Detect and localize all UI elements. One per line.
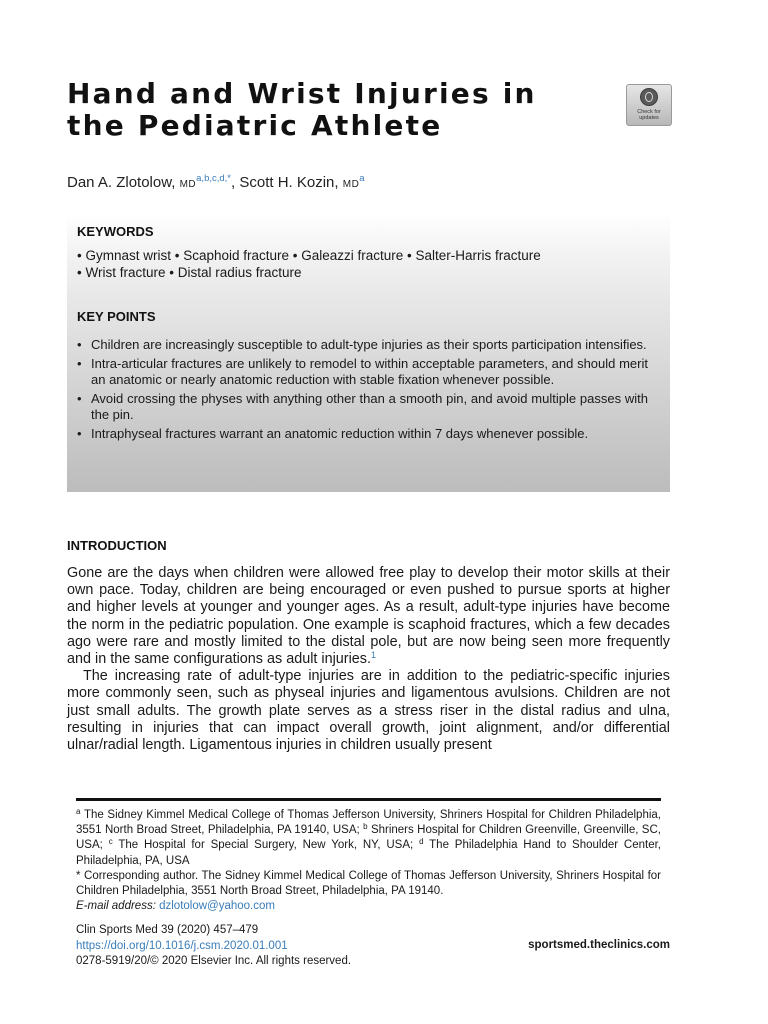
keywords-line-1: • Gymnast wrist • Scaphoid fracture • Galeazzi fracture • Salter-Harris fracture bbox=[77, 248, 541, 263]
author-1-affiliation-marks[interactable]: a,b,c,d,* bbox=[196, 173, 231, 184]
author-2-name: Scott H. Kozin, bbox=[239, 174, 339, 191]
check-updates-line-2: updates bbox=[639, 115, 659, 121]
intro-paragraph-2: The increasing rate of adult-type injuries are in addition to the pediatric-specific injuries more commonly seen, such as physeal injuries and ligamentous avulsions. Children are not just small adults. The growth plate serves as a stress riser in the distal radius and ulna, resulting in injuries that can impact overall growth, joint alignment, and/or differential ulnar/radial length. Ligamentous injuries in children usually present bbox=[67, 668, 670, 754]
affiliation-mark: a bbox=[76, 807, 81, 816]
email-line bbox=[76, 899, 661, 914]
article-title-line-2: the Pediatric Athlete bbox=[67, 109, 443, 142]
affiliation-mark: c bbox=[108, 837, 113, 847]
journal-website-link[interactable]: sportsmed.theclinics.com bbox=[528, 939, 670, 951]
journal-info bbox=[76, 923, 351, 970]
affiliation-mark: d bbox=[419, 837, 424, 847]
intro-paragraph-1 bbox=[67, 565, 670, 668]
article-title-line-1: Hand and Wrist Injuries in bbox=[67, 77, 537, 110]
introduction-body bbox=[67, 565, 670, 754]
author-1-name: Dan A. Zlotolow, bbox=[67, 174, 176, 191]
author-list bbox=[67, 174, 365, 194]
affiliation-c: The Hospital for Special Surgery, New York, NY, USA; bbox=[118, 839, 414, 852]
key-points-list bbox=[77, 337, 648, 444]
key-point-item: • Avoid crossing the physes with anything other than a smooth pin, and avoid multiple passes with the pin. bbox=[77, 391, 648, 424]
check-for-updates-badge[interactable] bbox=[626, 84, 672, 126]
doi-link[interactable]: https://doi.org/10.1016/j.csm.2020.01.001 bbox=[76, 939, 288, 952]
author-separator: , bbox=[231, 174, 236, 191]
author-2-affiliation-mark[interactable]: a bbox=[359, 173, 365, 184]
copyright-notice: 0278-5919/20/© 2020 Elsevier Inc. All rights reserved. bbox=[76, 955, 352, 967]
author-2-degree: MD bbox=[342, 179, 360, 190]
intro-paragraph-1-text: Gone are the days when children were allowed free play to develop their motor skills at their own pace. Today, children are being encouraged or even pushed to pursue sports at higher and higher levels at younger and younger ages. As a result, adult-type injuries have become the norm in the pediatric population. One example is scaphoid fractures, which a few decades ago were rare and mostly limited to the distal pole, but are now being seen more frequently and in the same configurations as adult injuries. bbox=[67, 565, 670, 668]
keywords-line-2: • Wrist fracture • Distal radius fracture bbox=[77, 265, 302, 280]
key-point-item: • Children are increasingly susceptible to adult-type injuries as their sports participation intensifies. bbox=[77, 337, 648, 354]
affiliation-mark: b bbox=[363, 822, 368, 832]
affiliation-b: Shriners Hospital for Children Greenville, Greenville, SC, USA; bbox=[76, 824, 661, 852]
email-link[interactable]: dzlotolow@yahoo.com bbox=[159, 900, 275, 913]
keywords-key-points-box bbox=[67, 213, 670, 492]
affiliation-a: The Sidney Kimmel Medical College of Thomas Jefferson University, Shriners Hospital for Children Philadelphia, 3551 North Broad Street, Philadelphia, PA 19140, USA; bbox=[76, 809, 661, 837]
corresponding-author-note: * Corresponding author. The Sidney Kimmel Medical College of Thomas Jefferson University, Shriners Hospital for Children Philadelphia, 3551 North Broad Street, Philadelphia, PA 19140. bbox=[76, 869, 661, 898]
introduction-heading: INTRODUCTION bbox=[67, 538, 167, 553]
affiliation-d: The Philadelphia Hand to Shoulder Center, Philadelphia, PA, USA bbox=[76, 839, 661, 867]
reference-link[interactable]: 1 bbox=[370, 650, 376, 661]
email-label: E-mail address: bbox=[76, 900, 156, 913]
footnote-divider bbox=[76, 798, 661, 801]
key-point-item: • Intraphyseal fractures warrant an anatomic reduction within 7 days whenever possible. bbox=[77, 426, 648, 443]
check-updates-line-1: Check for bbox=[637, 109, 661, 115]
affiliations-footnote bbox=[76, 808, 661, 869]
article-title bbox=[67, 78, 587, 142]
footnotes bbox=[76, 808, 661, 914]
keywords-list bbox=[77, 247, 657, 281]
crossmark-icon bbox=[640, 88, 658, 106]
journal-citation: Clin Sports Med 39 (2020) 457–479 bbox=[76, 924, 259, 936]
author-1-degree: MD bbox=[179, 179, 197, 190]
keywords-heading: KEYWORDS bbox=[77, 224, 154, 239]
key-point-item: • Intra-articular fractures are unlikely to remodel to within acceptable parameters, and should merit an anatomic or nearly anatomic reduction with stable fixation whenever possible. bbox=[77, 356, 648, 389]
key-points-heading: KEY POINTS bbox=[77, 309, 156, 324]
